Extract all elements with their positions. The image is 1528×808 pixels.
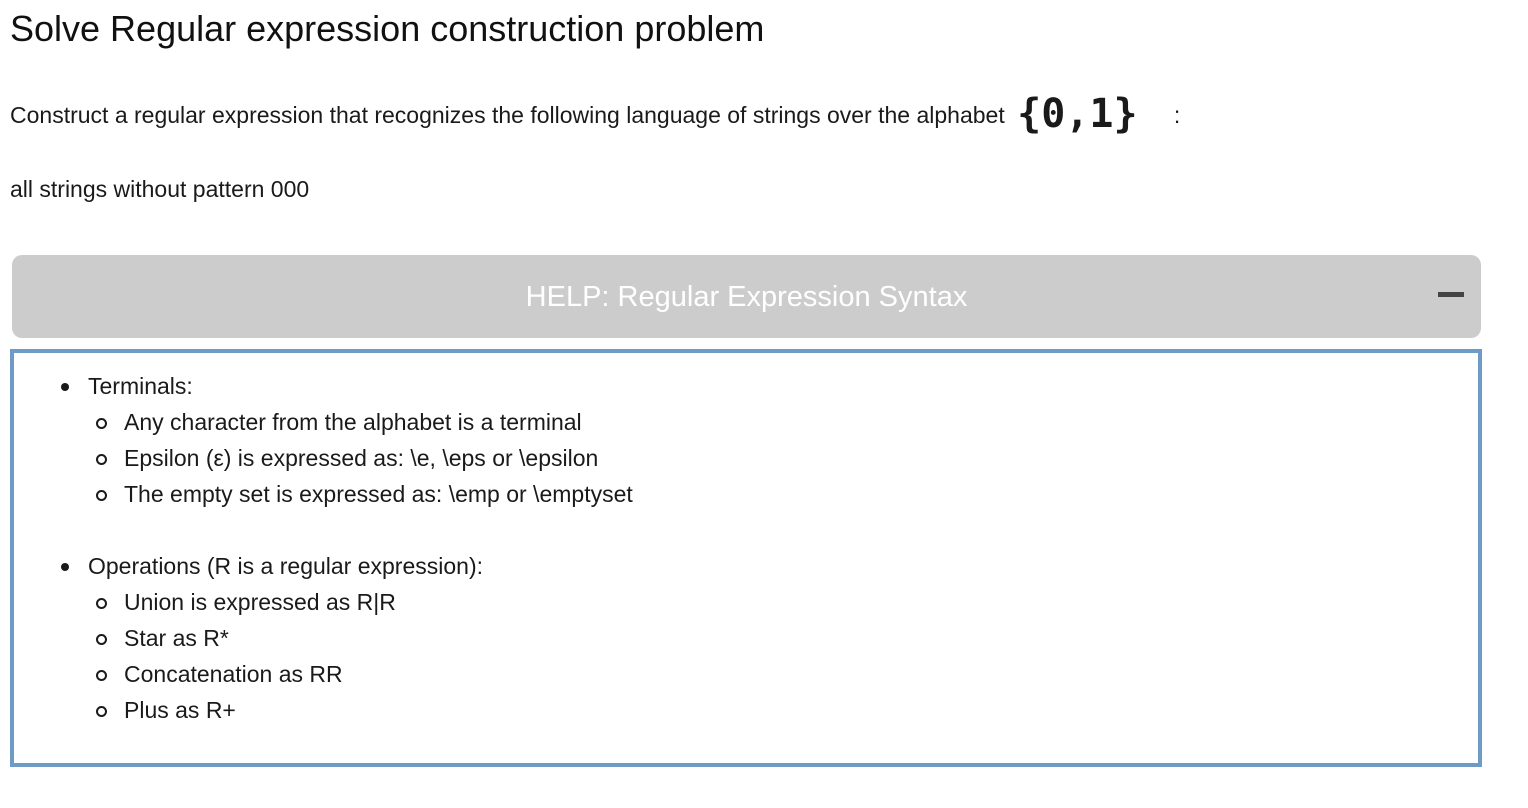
help-section-terminals xyxy=(14,368,633,512)
terminals-list xyxy=(14,404,633,512)
list-item: Star as R* xyxy=(14,620,633,656)
help-section-operations xyxy=(14,548,633,728)
minus-icon[interactable] xyxy=(1438,292,1464,297)
alphabet-set: {0,1} xyxy=(1017,91,1138,137)
list-item: Plus as R+ xyxy=(14,692,633,728)
section-label: Terminals: xyxy=(14,368,633,404)
prompt-colon: : xyxy=(1173,102,1181,128)
section-label: Operations (R is a regular expression): xyxy=(14,548,633,584)
list-item: Any character from the alphabet is a terminal xyxy=(14,404,633,440)
list-item: Epsilon (ε) is expressed as: \e, \eps or \epsilon xyxy=(14,440,633,476)
list-item: Union is expressed as R|R xyxy=(14,584,633,620)
page-title: Solve Regular expression construction problem xyxy=(10,8,765,49)
operations-list xyxy=(14,584,633,728)
language-description: all strings without pattern 000 xyxy=(10,176,310,202)
help-section-list xyxy=(14,368,633,764)
problem-statement xyxy=(10,90,1180,139)
help-title: HELP: Regular Expression Syntax xyxy=(525,281,968,313)
list-item: Concatenation as RR xyxy=(14,656,633,692)
help-panel xyxy=(10,349,1482,767)
help-toggle-button[interactable] xyxy=(12,255,1481,338)
problem-prompt: Construct a regular expression that recognizes the following language of strings over the alphabet xyxy=(10,102,1005,128)
list-item: The empty set is expressed as: \emp or \emptyset xyxy=(14,476,633,512)
